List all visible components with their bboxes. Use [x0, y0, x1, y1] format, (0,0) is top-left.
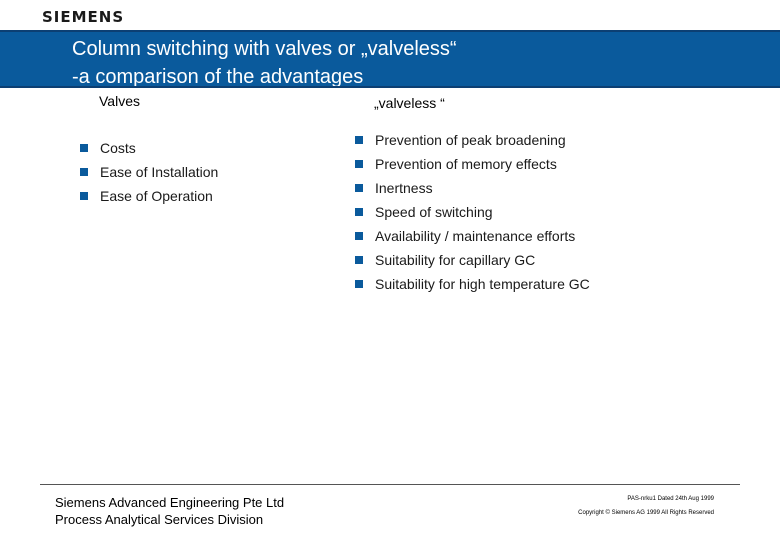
valves-advantages-list: [80, 139, 218, 211]
list-item: [80, 187, 218, 211]
footer-meta-block: [578, 492, 714, 520]
slide-title-line-1: Column switching with valves or „valveless“: [72, 38, 457, 60]
list-item: [355, 131, 590, 155]
list-item: [355, 251, 590, 275]
list-item-label: Speed of switching: [375, 204, 493, 220]
square-bullet-icon: [80, 144, 88, 152]
slide-title-line-2: -a comparison of the advantages: [72, 66, 364, 88]
square-bullet-icon: [355, 136, 363, 144]
footer-document-ref: PAS-nrku1 Dated 24th Aug 1999: [627, 496, 714, 502]
square-bullet-icon: [355, 184, 363, 192]
list-item: [355, 155, 590, 179]
siemens-logo: SIEMENS: [42, 8, 125, 26]
valveless-advantages-list: [355, 131, 590, 299]
square-bullet-icon: [355, 256, 363, 264]
list-item: [80, 139, 218, 163]
list-item: [355, 203, 590, 227]
square-bullet-icon: [355, 160, 363, 168]
list-item-label: Prevention of peak broadening: [375, 132, 566, 148]
list-item-label: Costs: [100, 140, 136, 156]
valves-heading: Valves: [99, 93, 140, 109]
square-bullet-icon: [355, 232, 363, 240]
list-item: [80, 163, 218, 187]
list-item-label: Prevention of memory effects: [375, 156, 557, 172]
square-bullet-icon: [80, 192, 88, 200]
list-item: [355, 179, 590, 203]
list-item-label: Suitability for high temperature GC: [375, 276, 590, 292]
list-item: [355, 275, 590, 299]
list-item-label: Availability / maintenance efforts: [375, 228, 576, 244]
square-bullet-icon: [355, 208, 363, 216]
list-item-label: Inertness: [375, 180, 433, 196]
list-item-label: Suitability for capillary GC: [375, 252, 536, 268]
square-bullet-icon: [80, 168, 88, 176]
list-item-label: Ease of Operation: [100, 188, 213, 204]
footer-company-block: [55, 494, 284, 528]
footer-divider: [40, 484, 740, 485]
list-item: [355, 227, 590, 251]
footer-division-name: Process Analytical Services Division: [55, 512, 264, 527]
footer-company-name: Siemens Advanced Engineering Pte Ltd: [55, 495, 285, 510]
list-item-label: Ease of Installation: [100, 164, 219, 180]
footer-copyright: Copyright © Siemens AG 1999 All Rights Reserved: [578, 510, 714, 516]
valveless-heading: „valveless “: [374, 95, 445, 111]
square-bullet-icon: [355, 280, 363, 288]
title-banner: [0, 30, 780, 88]
